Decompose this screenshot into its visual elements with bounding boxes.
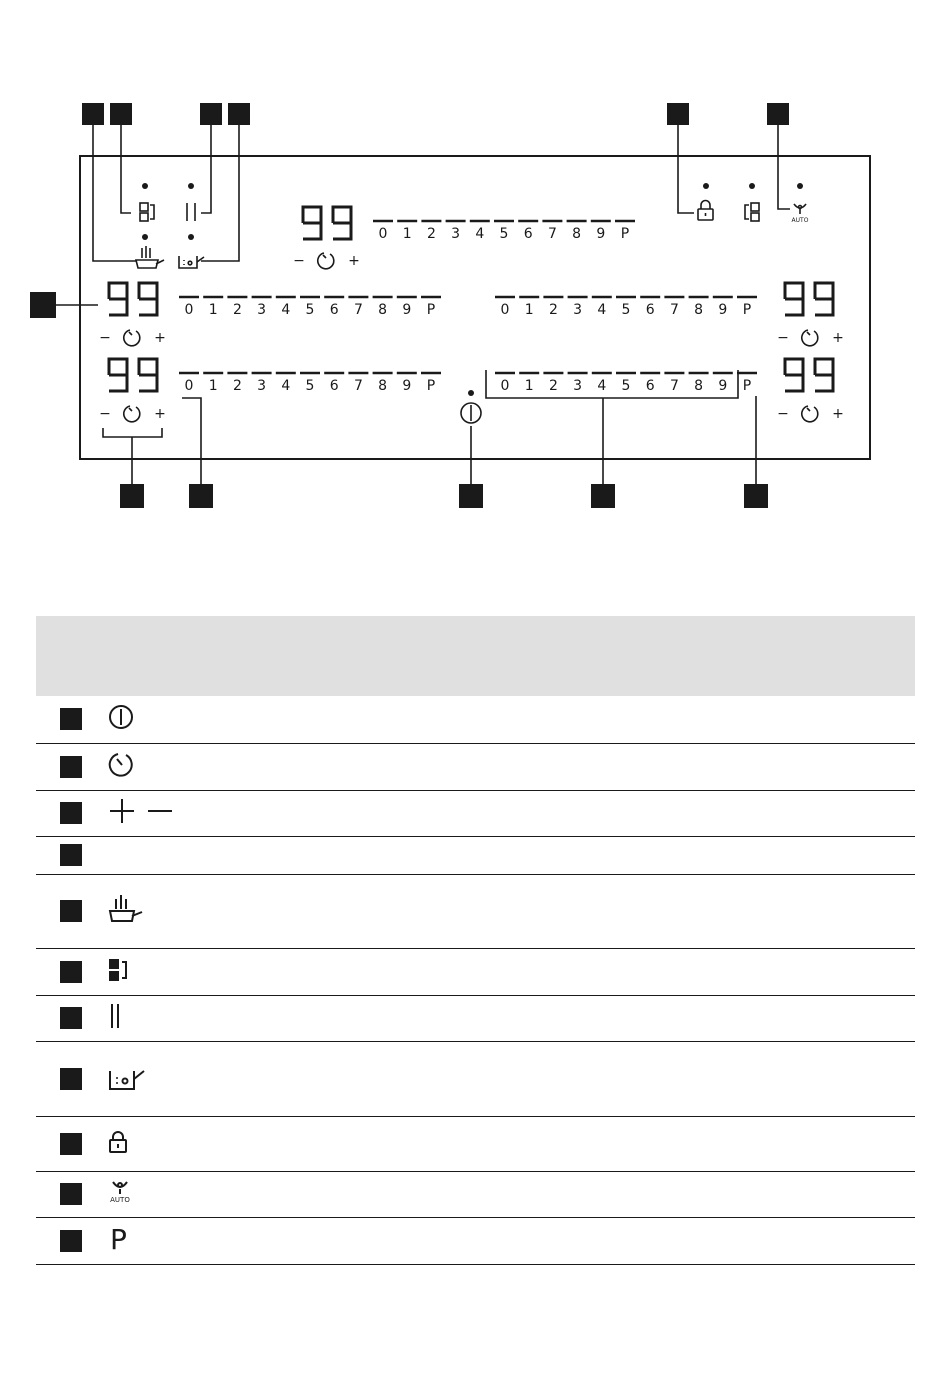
pause-icon <box>108 1003 122 1029</box>
timer-icon[interactable] <box>124 330 140 346</box>
level-digit[interactable]: 8 <box>572 226 582 242</box>
level-digit[interactable]: 3 <box>451 226 461 242</box>
hob2hood-auto-icon[interactable] <box>792 204 809 224</box>
callout-marker <box>110 103 132 125</box>
callout-marker <box>30 292 56 318</box>
timer-controls <box>777 330 844 346</box>
lock-icon[interactable] <box>698 201 713 221</box>
timer-minus-button[interactable]: − <box>777 330 789 346</box>
legend-description <box>228 1217 915 1264</box>
timer-icon[interactable] <box>318 253 334 269</box>
callout-marker <box>459 484 483 508</box>
seven-seg-digit <box>303 207 321 239</box>
level-digit[interactable]: 7 <box>669 378 679 394</box>
level-digit[interactable]: 8 <box>694 302 704 318</box>
legend-marker <box>60 900 82 922</box>
level-digit[interactable]: 6 <box>645 302 655 318</box>
legend-marker <box>60 1230 82 1252</box>
level-digit[interactable]: 1 <box>524 378 534 394</box>
legend-table <box>36 616 915 1265</box>
zone-display <box>109 359 157 400</box>
bridge-icon <box>108 958 130 982</box>
pause-icon[interactable] <box>187 203 195 221</box>
legend-row <box>36 696 915 743</box>
timer-plus-button[interactable]: + <box>348 253 360 269</box>
seven-seg-digit <box>139 359 157 391</box>
legend-marker <box>60 1133 82 1155</box>
callout-marker <box>744 484 768 508</box>
level-digit[interactable]: 5 <box>621 302 631 318</box>
level-digit[interactable]: 3 <box>257 302 267 318</box>
seven-seg-digit <box>815 283 833 315</box>
zone-display-value: 99 <box>109 323 111 324</box>
auto-label: AUTO <box>791 217 809 224</box>
power-icon <box>108 704 134 730</box>
level-digit[interactable]: 8 <box>378 378 388 394</box>
level-digit[interactable]: 9 <box>718 378 728 394</box>
legend-marker <box>60 708 82 730</box>
level-digit[interactable]: 6 <box>329 302 339 318</box>
level-digit[interactable]: 3 <box>573 378 583 394</box>
legend-description <box>228 1171 915 1217</box>
seven-seg-digit <box>333 207 351 239</box>
legend-row <box>36 1041 915 1116</box>
level-digit[interactable]: 4 <box>597 302 607 318</box>
legend-p-label: P <box>110 1224 127 1253</box>
legend-marker <box>60 1007 82 1029</box>
level-digit[interactable]: 5 <box>499 226 509 242</box>
callout-marker <box>591 484 615 508</box>
level-digit[interactable]: 6 <box>329 378 339 394</box>
level-digit[interactable]: P <box>742 378 752 394</box>
level-digit[interactable]: P <box>426 378 436 394</box>
level-digit[interactable]: 1 <box>208 302 218 318</box>
legend-marker <box>60 844 82 866</box>
legend-description <box>228 790 915 836</box>
level-digit[interactable]: 6 <box>523 226 533 242</box>
level-digit[interactable]: 9 <box>596 226 606 242</box>
level-digit[interactable]: 8 <box>378 302 388 318</box>
callout-marker <box>189 484 213 508</box>
level-digit[interactable]: 4 <box>281 302 291 318</box>
legend-description <box>228 836 915 874</box>
level-digit[interactable]: 5 <box>621 378 631 394</box>
level-digit[interactable]: 2 <box>232 302 242 318</box>
level-digit[interactable]: 8 <box>694 378 704 394</box>
level-digit[interactable]: 5 <box>305 378 315 394</box>
seven-seg-digit <box>109 359 127 391</box>
timer-controls <box>99 406 166 422</box>
legend-marker <box>60 1183 82 1205</box>
level-digit[interactable]: 0 <box>378 226 388 242</box>
timer-minus-button[interactable]: − <box>293 253 305 269</box>
zone-display-value: 99 <box>303 247 305 248</box>
callout-marker <box>200 103 222 125</box>
zone-display <box>303 207 351 248</box>
timer-plus-button[interactable]: + <box>154 330 166 346</box>
level-digit[interactable]: P <box>426 302 436 318</box>
legend-description <box>228 948 915 995</box>
zone-display-value: 99 <box>785 399 787 400</box>
level-digit[interactable]: 4 <box>475 226 485 242</box>
seven-seg-digit <box>785 359 803 391</box>
pan-steam-icon[interactable] <box>136 246 164 268</box>
level-digit[interactable]: 9 <box>402 302 412 318</box>
zone-display-value: 99 <box>785 323 787 324</box>
legend-row <box>36 874 915 948</box>
callout-marker <box>82 103 104 125</box>
legend-row <box>36 948 915 995</box>
seven-seg-digit <box>109 283 127 315</box>
level-digit[interactable]: 5 <box>305 302 315 318</box>
legend-description <box>228 995 915 1041</box>
seven-seg-digit <box>785 283 803 315</box>
legend-description <box>228 1116 915 1171</box>
legend-description <box>228 696 915 743</box>
legend-header <box>36 616 915 696</box>
level-digit[interactable]: 7 <box>669 302 679 318</box>
pan-steam-icon <box>108 895 144 923</box>
level-digit[interactable]: 2 <box>548 302 558 318</box>
legend-description <box>228 874 915 948</box>
callout-marker <box>767 103 789 125</box>
bridge-icon[interactable] <box>140 203 154 221</box>
legend-marker <box>60 961 82 983</box>
timer-plus-button[interactable]: + <box>154 406 166 422</box>
zone-display <box>785 359 833 400</box>
timer-icon[interactable] <box>802 406 818 422</box>
legend-description <box>228 1041 915 1116</box>
level-digit[interactable]: 2 <box>232 378 242 394</box>
legend-row <box>36 1171 915 1217</box>
timer-icon[interactable] <box>124 406 140 422</box>
level-digit[interactable]: 0 <box>184 378 194 394</box>
leader-lines <box>56 125 790 484</box>
legend-description <box>228 743 915 790</box>
power-button[interactable] <box>461 403 481 423</box>
level-digit[interactable]: 0 <box>500 378 510 394</box>
lock-icon <box>108 1131 128 1153</box>
timer-minus-button[interactable]: − <box>777 406 789 422</box>
legend-auto-label: AUTO <box>110 1196 130 1204</box>
level-digit[interactable]: 6 <box>645 378 655 394</box>
level-digit[interactable]: 9 <box>718 302 728 318</box>
legend-marker <box>60 802 82 824</box>
timer-plus-button[interactable]: + <box>832 406 844 422</box>
level-digit[interactable]: P <box>742 302 752 318</box>
legend-row <box>36 995 915 1041</box>
zone-display <box>785 283 833 324</box>
seven-seg-digit <box>139 283 157 315</box>
callout-marker <box>120 484 144 508</box>
level-digit[interactable]: 2 <box>548 378 558 394</box>
control-panel-frame <box>80 156 870 459</box>
control-panel-diagram <box>0 0 950 600</box>
legend-marker <box>60 756 82 778</box>
level-digit[interactable]: 7 <box>353 302 363 318</box>
indicator-dots <box>142 183 803 396</box>
level-digit[interactable]: 2 <box>426 226 436 242</box>
timer-minus-button[interactable]: − <box>99 330 111 346</box>
hob2hood-auto-icon <box>108 1180 132 1204</box>
timer-controls <box>293 253 360 269</box>
level-digit[interactable]: 1 <box>402 226 412 242</box>
plus-minus-icon <box>108 799 174 823</box>
zone-display <box>109 283 157 324</box>
level-digit[interactable]: 1 <box>524 302 534 318</box>
timer-controls <box>777 406 844 422</box>
level-digit[interactable]: 0 <box>500 302 510 318</box>
legend-row <box>36 1217 915 1264</box>
level-digit[interactable]: 3 <box>573 302 583 318</box>
level-digit[interactable]: 7 <box>353 378 363 394</box>
level-digit[interactable]: 1 <box>208 378 218 394</box>
bridge-icon[interactable] <box>745 203 759 221</box>
zone-display-value: 99 <box>109 399 111 400</box>
level-digit[interactable]: 4 <box>597 378 607 394</box>
level-digit[interactable]: 3 <box>257 378 267 394</box>
timer-controls <box>99 330 166 346</box>
legend-row <box>36 790 915 836</box>
level-digit[interactable]: P <box>620 226 630 242</box>
timer-plus-button[interactable]: + <box>832 330 844 346</box>
callout-marker <box>667 103 689 125</box>
timer-minus-button[interactable]: − <box>99 406 111 422</box>
level-digit[interactable]: 4 <box>281 378 291 394</box>
seven-seg-digit <box>815 359 833 391</box>
timer-icon <box>108 751 136 779</box>
level-digit[interactable]: 9 <box>402 378 412 394</box>
legend-row <box>36 836 915 874</box>
pot-boil-icon[interactable] <box>179 256 204 268</box>
level-digit[interactable]: 7 <box>547 226 557 242</box>
legend-row <box>36 743 915 790</box>
timer-icon[interactable] <box>802 330 818 346</box>
legend-row <box>36 1116 915 1171</box>
legend-marker <box>60 1068 82 1090</box>
level-digit[interactable]: 0 <box>184 302 194 318</box>
callout-marker <box>228 103 250 125</box>
pot-boil-icon <box>108 1063 146 1091</box>
powerboost-p-icon <box>108 1225 130 1253</box>
